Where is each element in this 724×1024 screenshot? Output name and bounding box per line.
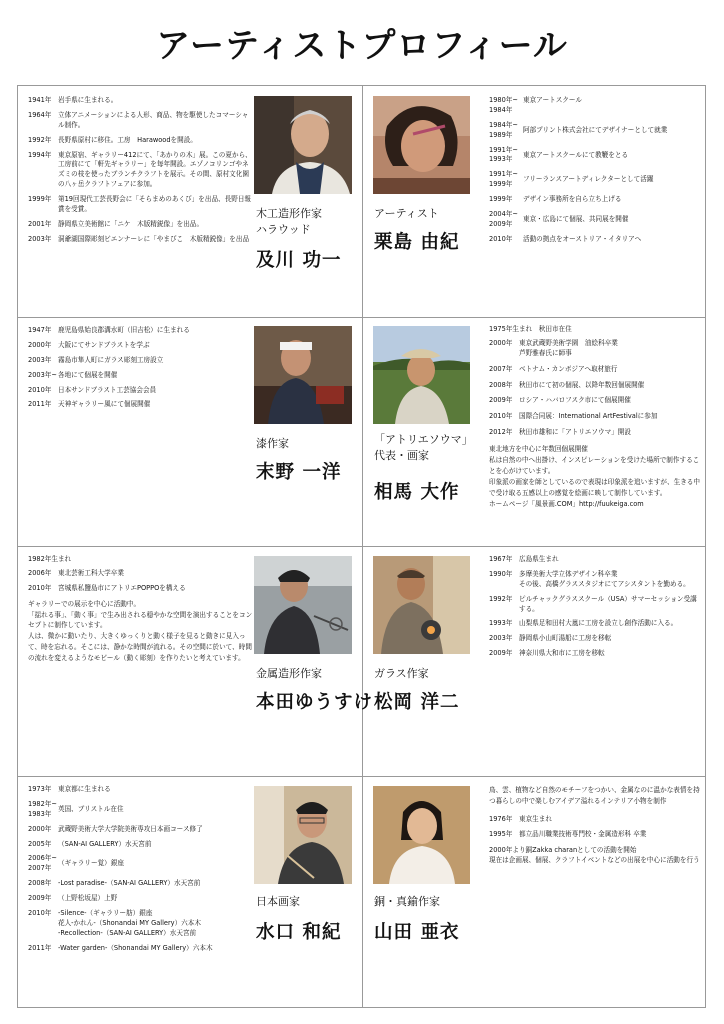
artist-role: 「アトリエソウマ」 代表・画家 — [374, 433, 473, 462]
timeline-year: 1991年~ 1993年 — [489, 145, 518, 164]
timeline-text: 東京アートスクール — [523, 96, 582, 104]
timeline-entry — [489, 649, 701, 659]
timeline-entry — [28, 235, 253, 245]
timeline-text: -Water garden-（Shonandai MY Gallery）六本木 — [58, 943, 213, 952]
timeline-year: 2001年 — [28, 219, 52, 228]
timeline-entry — [28, 111, 253, 131]
artist-timeline — [489, 555, 701, 770]
timeline-entry — [489, 634, 701, 644]
row-divider — [18, 546, 705, 547]
timeline-year: 1973年 — [28, 785, 52, 793]
timeline-entry — [489, 428, 701, 438]
timeline-text: 東京原宿、ギャラリー412にて、「あかりの木」展。この夏から、工房前にて「軒先ギャラリー」を毎年開設。エゾノコリンゴやネズミの枝を使ったブランチクラフトを展示。その間、原村文化園の八ヶ岳クラフトフェアに参加。 — [58, 150, 252, 189]
timeline-entry — [489, 121, 701, 141]
timeline-text: 阿部プリント株式会社にてデザイナーとして就業 — [523, 125, 668, 134]
artist-photo — [373, 326, 470, 424]
timeline-entry — [489, 830, 701, 840]
timeline-year: 2010年 — [489, 412, 513, 421]
artist-name: 水口 和紀 — [256, 922, 342, 943]
timeline-entry — [489, 595, 701, 615]
timeline-entry — [28, 151, 253, 191]
timeline-entry — [28, 569, 253, 579]
timeline-year: 1980年~ 1984年 — [489, 96, 518, 114]
timeline-entry — [28, 800, 253, 820]
timeline-entry — [28, 785, 253, 795]
timeline-year: 1999年 — [28, 195, 52, 204]
artist-role: 漆作家 — [256, 437, 289, 450]
timeline-text: 宮城県私鹽島市にアトリエPOPPOを構える — [58, 583, 186, 592]
timeline-text: 天神ギャラリー風にて個展開催 — [58, 400, 151, 409]
timeline-year: 2009年 — [28, 894, 52, 903]
timeline-text: 静岡県小山町湯船に工房を移転 — [519, 634, 612, 643]
timeline-text: 大阪にてサンドブラストを学ぶ — [58, 340, 150, 349]
timeline-text: 各地にて個展を開催 — [58, 370, 118, 379]
timeline-year: 1991年~ 1999年 — [489, 170, 518, 189]
timeline-year: 2008年 — [489, 380, 513, 389]
timeline-text: 岩手県に生まれる。 — [58, 96, 118, 104]
timeline-year: 2012年 — [489, 428, 513, 437]
timeline-year: 1999年 — [489, 195, 513, 204]
timeline-text: 広島県生まれ — [519, 555, 559, 563]
timeline-entry — [489, 381, 701, 391]
timeline-text: 活動の拠点をオーストリア・イタリアへ — [523, 234, 642, 243]
timeline-year: 1967年 — [489, 555, 513, 563]
timeline-year: 2010年 — [28, 385, 52, 394]
timeline-entry — [489, 325, 701, 335]
timeline-entry — [28, 220, 253, 230]
timeline-year: 2011年 — [28, 400, 52, 409]
timeline-year: 2010年 — [28, 909, 52, 918]
timeline-text: 都立品川職業技術専門校・金属造形科 卒業 — [519, 829, 647, 838]
timeline-text: ピルチャックグラススクール（USA）サマーセッション受講する。 — [519, 594, 697, 613]
timeline-entry — [28, 386, 253, 396]
artist-role: 金属造形作家 — [256, 667, 322, 680]
timeline-text: （上野松坂屋）上野 — [58, 894, 118, 903]
timeline-text: 洞爺湖国際彫刻ビエンナーレに「やまびこ 木版精鋭像」を出品 — [58, 234, 250, 243]
timeline-year: 2003年 — [28, 234, 52, 243]
timeline-entry — [28, 555, 253, 565]
artist-photo — [373, 96, 470, 194]
artist-role: 木工造形作家 ハラウッド — [256, 207, 322, 236]
timeline-entry — [28, 944, 253, 954]
artist-name: 及川 功一 — [256, 250, 342, 271]
timeline-text: フリーランスアートディレクターとして活躍 — [523, 175, 654, 184]
artist-timeline — [489, 96, 701, 311]
timeline-text: 東京アートスクールにて教鞭をとる — [523, 150, 629, 159]
artist-role: アーティスト — [374, 207, 439, 220]
artist-timeline — [28, 555, 253, 770]
artist-role: 日本画家 — [256, 895, 300, 908]
timeline-entry — [28, 371, 253, 381]
timeline-year: 1992年 — [489, 594, 513, 603]
timeline-text: 東京生まれ — [519, 814, 552, 823]
timeline-text: 多摩美術大学立体デザイン科卒業 その後、高橋グラススタジオにてアシスタントを勤める。 — [519, 569, 690, 588]
timeline-entry — [28, 825, 253, 835]
timeline-entry — [489, 412, 701, 422]
timeline-year: 2011年 — [28, 943, 52, 952]
artist-statement: 2000年より銅Zakka charanとしての活動を開始 現在は企画展、個展、クラフトイベントなどの出展を中心に活動を行う — [489, 845, 700, 865]
timeline-entry — [489, 235, 701, 245]
timeline-year: 2003年 — [489, 634, 513, 643]
timeline-year: 2003年 — [28, 355, 52, 364]
row-divider — [18, 776, 705, 777]
timeline-text: デザイン事務所を自ら立ち上げる — [523, 195, 622, 204]
timeline-entry — [28, 136, 253, 146]
timeline-year: 2000年 — [489, 338, 513, 347]
timeline-entry — [489, 396, 701, 406]
timeline-text: 英国、ブリストル在住 — [58, 804, 124, 813]
artist-statement: 東北地方を中心に年数回個展開催 私は自然の中へ出掛け、インスピレーションを受けた場所で制作することを心がけています。 印象派の画家を師としているので表現は印象派を追いますが、生きる中で受け取る五感以上の感覚を絵画に映して制作しています。 ホームページ「風景画.COM」http://fuukeiga.com — [489, 445, 700, 508]
timeline-entry — [489, 555, 701, 565]
timeline-entry — [28, 894, 253, 904]
timeline-entry — [28, 326, 253, 336]
row-divider — [18, 317, 705, 318]
artist-name: 末野 一洋 — [256, 462, 342, 483]
timeline-entry — [489, 815, 701, 825]
timeline-text: 山梨県足和田村大嵐に工房を設立し創作活動に入る。 — [519, 619, 678, 628]
timeline-year: 1990年 — [489, 569, 513, 578]
artist-intro: 1975年生まれ 秋田市在住 — [489, 325, 572, 333]
artist-name: 相馬 大作 — [374, 482, 460, 503]
timeline-year: 2008年 — [28, 879, 52, 888]
timeline-entry — [28, 341, 253, 351]
timeline-text: 霧島市隼人町にガラス彫刻工房設立 — [58, 355, 164, 364]
artist-photo — [254, 556, 352, 654]
timeline-year: 2007年 — [489, 364, 513, 373]
artist-photo — [254, 326, 352, 424]
timeline-entry — [489, 146, 701, 166]
timeline-text: 日本サンドブラスト工芸協会会員 — [58, 385, 157, 394]
artist-photo — [254, 96, 352, 194]
artist-role: ガラス作家 — [374, 667, 429, 680]
artist-intro: 1982年生まれ — [28, 555, 72, 563]
artist-role: 銅・真鍮作家 — [374, 895, 440, 908]
artist-photo — [373, 556, 470, 654]
timeline-year: 2009年 — [489, 649, 513, 658]
timeline-year: 2009年 — [489, 396, 513, 405]
timeline-text: ロシア・ハバロフスク市にて個展開催 — [519, 396, 631, 405]
artist-name: 松岡 洋二 — [374, 692, 460, 713]
timeline-entry — [489, 619, 701, 629]
timeline-text: -Lost paradise-（SAN-AI GALLERY）水天宮前 — [58, 879, 201, 888]
artist-timeline — [489, 785, 701, 1000]
artist-photo — [373, 786, 470, 884]
timeline-text: 国際合同展：International ArtFestivalに参加 — [519, 412, 658, 421]
artist-timeline — [28, 326, 253, 526]
timeline-year: 1976年 — [489, 814, 513, 823]
timeline-entry — [28, 584, 253, 594]
timeline-year: 1992年 — [28, 135, 52, 144]
timeline-entry — [489, 195, 701, 205]
artist-statement: ギャラリーでの展示を中心に活動中。 「揺れる事」、「動く事」で生み出される穏やかな空間を演出することをコンセプトに制作しています。 人は、微かに動いたり、大きくゆっくりと動く様子を見ると動きに見入って、時を忘れる。そこには、静かな時間が流れる。その空間に於いて、時間の流れを変えるようなモビール（動く彫刻）を作りたいと考えています。 — [28, 599, 253, 663]
timeline-entry — [489, 570, 701, 590]
timeline-year: 2006年~ 2007年 — [28, 854, 57, 873]
page-title: アーティストプロフィール — [156, 26, 568, 66]
timeline-text: 東京都に生まれる — [58, 785, 111, 793]
artist-photo — [254, 786, 352, 884]
timeline-entry — [28, 879, 253, 889]
timeline-year: 1995年 — [489, 829, 513, 838]
profile-grid — [17, 85, 706, 1008]
timeline-entry — [489, 96, 701, 116]
timeline-text: 立体アニメーションによる人形、商品、物を駆使したコマーシャル制作。 — [58, 110, 249, 129]
timeline-text: 東京・広島にて個展、共同展を開催 — [523, 215, 629, 224]
artist-timeline — [28, 785, 253, 1005]
artist-timeline — [489, 325, 701, 543]
timeline-entry — [28, 195, 253, 215]
timeline-year: 2010年 — [28, 583, 52, 592]
timeline-text: 鹿児島県始良郡溝水町（旧吉松）に生まれる — [58, 326, 190, 334]
timeline-entry — [28, 854, 253, 874]
artist-statement: 鳥、雲、植物など自然のモチーフをつかい、金属なのに温かな表情を持つ暮らしの中で楽しむアイデア溢れるインテリア小物を制作 — [489, 786, 700, 805]
timeline-text: （SAN-AI GALLERY）水天宮前 — [58, 839, 152, 848]
timeline-year: 1994年 — [28, 150, 52, 159]
timeline-entry — [489, 210, 701, 230]
timeline-text: 神奈川県大和市に工房を移転 — [519, 649, 605, 658]
timeline-text: 東北芸術工科大学卒業 — [58, 568, 124, 577]
timeline-text: ベトナム・カンボジアへ取材旅行 — [519, 364, 618, 373]
artist-name: 山田 亜衣 — [374, 922, 460, 943]
timeline-entry — [28, 840, 253, 850]
timeline-year: 2005年 — [28, 839, 52, 848]
timeline-year: 2003年~ — [28, 370, 57, 379]
timeline-entry — [489, 365, 701, 375]
artist-name: 栗島 由紀 — [374, 232, 460, 253]
timeline-year: 2000年 — [28, 824, 52, 833]
timeline-year: 1993年 — [489, 619, 513, 628]
timeline-year: 2010年 — [489, 234, 513, 243]
timeline-text: 秋田市にて初の個展、以降年数回個展開催 — [519, 380, 645, 389]
timeline-entry — [28, 909, 253, 939]
timeline-entry — [28, 96, 253, 106]
timeline-year: 1941年 — [28, 96, 52, 104]
timeline-text: 東京武蔵野美術学園 油絵科卒業 芦野雅春氏に師事 — [519, 338, 618, 357]
timeline-text: 静岡県立美術館に「ニケ 木版精鋭像」を出品。 — [58, 219, 204, 228]
timeline-text: 長野県原村に移住。工房 Harawoodを開設。 — [58, 135, 197, 144]
timeline-year: 2006年 — [28, 568, 52, 577]
timeline-year: 2000年 — [28, 340, 52, 349]
timeline-year: 1984年~ 1989年 — [489, 120, 518, 139]
timeline-year: 1947年 — [28, 326, 52, 334]
timeline-text: 武蔵野美術大学大学院美術専攻日本画コース修了 — [58, 824, 203, 833]
artist-timeline — [28, 96, 253, 311]
timeline-entry — [28, 400, 253, 410]
artist-name: 本田ゆうすけ — [256, 692, 374, 713]
timeline-year: 1982年~ 1983年 — [28, 799, 57, 818]
timeline-entry — [489, 170, 701, 190]
timeline-text: -Silence-（ギャラリー舫）銀座 花人-かれん-（Shonandai MY Gallery）六本木 -Recollection-（SAN-AI GALLERY）水天宮前 — [58, 909, 201, 937]
timeline-entry — [489, 339, 701, 359]
timeline-text: （ギャラリー覚）銀座 — [58, 859, 124, 868]
timeline-year: 2004年~ 2009年 — [489, 210, 518, 228]
timeline-year: 1964年 — [28, 110, 52, 119]
timeline-text: 秋田市雄和に「アトリエソウマ」開設 — [519, 428, 631, 437]
timeline-text: 第19回現代工芸長野会に「そらまめのあくび」を出品、長野日報賞を受賞。 — [58, 195, 252, 214]
timeline-entry — [28, 356, 253, 366]
